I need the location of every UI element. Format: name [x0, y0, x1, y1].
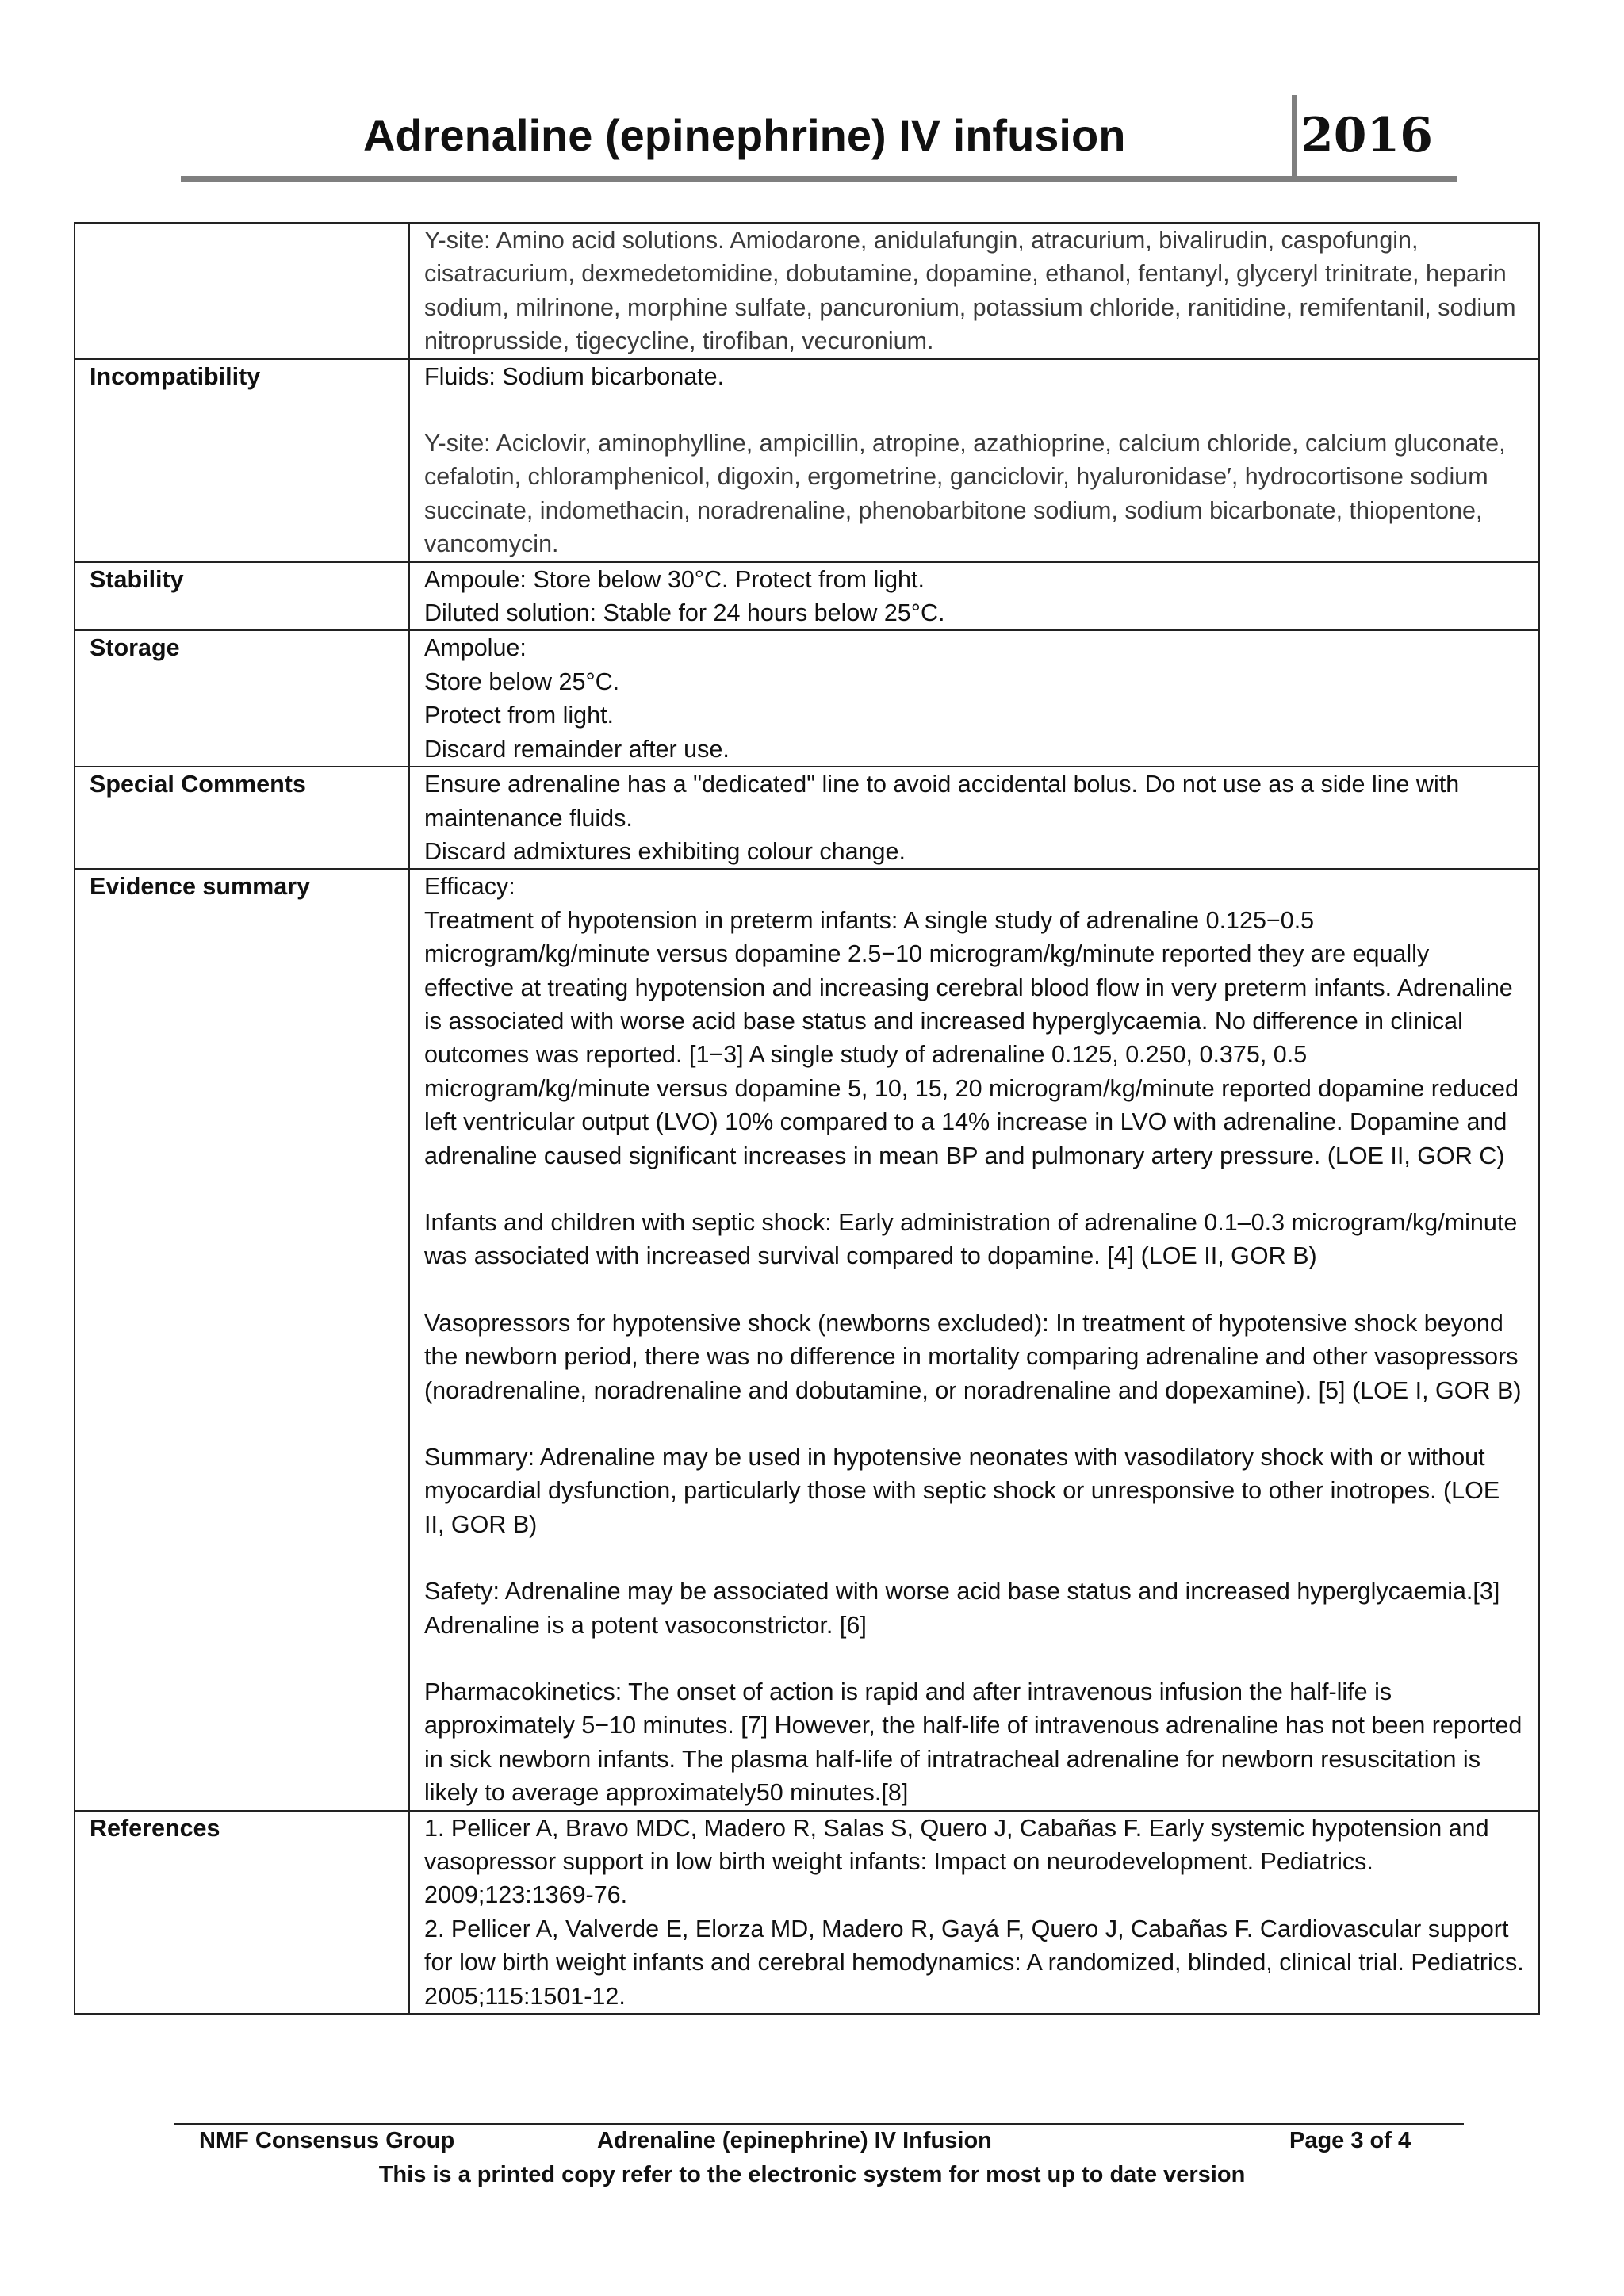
footer-note: This is a printed copy refer to the electronic system for most up to date version	[378, 2162, 1246, 2187]
row-content	[409, 630, 1539, 767]
document-title: Adrenaline (epinephrine) IV infusion	[363, 110, 1126, 160]
line: Discard admixtures exhibiting colour change.	[424, 837, 906, 865]
row-content	[409, 869, 1539, 1810]
row-label: Storage	[75, 630, 409, 767]
header-divider	[1292, 95, 1297, 181]
row-content	[409, 767, 1539, 869]
table-row-incompatibility	[75, 359, 1539, 562]
row-content	[409, 359, 1539, 562]
line: Store below 25°C.	[424, 668, 620, 695]
row-label: Incompatibility	[75, 359, 409, 562]
line: Ampolue:	[424, 634, 527, 662]
table-row-y-site-compatible	[75, 223, 1539, 359]
table-row-stability	[75, 562, 1539, 631]
line: Ampoule: Store below 30°C. Protect from light.	[424, 565, 925, 593]
row-label: References	[75, 1811, 409, 2014]
table-row-storage	[75, 630, 1539, 767]
row-label: Evidence summary	[75, 869, 409, 1810]
row-label: Special Comments	[75, 767, 409, 869]
line: Ensure adrenaline has a "dedicated" line to avoid accidental bolus. Do not use as a side line with maintenance fluids.	[424, 771, 1466, 832]
reference-item: 2. Pellicer A, Valverde E, Elorza MD, Madero R, Gayá F, Quero J, Cabañas F. Cardiovascular support for low birth weight infants and cerebral hemodynamics: A randomized, blinded, clinical trial. Pediatrics. 2005;115:1501-12.	[424, 1915, 1531, 2010]
row-content	[409, 1811, 1539, 2014]
paragraph: Infants and children with septic shock: Early administration of adrenaline 0.1–0.3 microgram/kg/minute was associated with increased survival compared to dopamine. [4] (LOE II, GOR B)	[424, 1208, 1524, 1270]
paragraph: Pharmacokinetics: The onset of action is rapid and after intravenous infusion the half-life is approximately 5−10 minutes. [7] However, the half-life of intravenous adrenaline has not been reported in sick newborn infants. The plasma half-life of intratracheal adrenaline for newborn resuscitation is likely to average approximately50 minutes.[8]	[424, 1678, 1529, 1807]
row-label: Stability	[75, 562, 409, 631]
footer-rule	[174, 2123, 1464, 2125]
footer-group: NMF Consensus Group	[199, 2128, 455, 2153]
line: Protect from light.	[424, 702, 614, 729]
row-content	[409, 562, 1539, 631]
paragraph: Vasopressors for hypotensive shock (newborns excluded): In treatment of hypotensive shock beyond the newborn period, there was no difference in mortality comparing adrenaline and other vasopressors (noradrenaline, noradrenaline and dobutamine, or noradrenaline and dopexamine). [5] (LOE I, GOR B)	[424, 1309, 1525, 1404]
line: Discard remainder after use.	[424, 735, 730, 763]
monograph-table	[74, 222, 1540, 2015]
footer-page-number: Page 3 of 4	[1289, 2128, 1411, 2153]
line: Diluted solution: Stable for 24 hours below 25°C.	[424, 599, 945, 627]
table-row-special-comments	[75, 767, 1539, 869]
footer-title: Adrenaline (epinephrine) IV Infusion	[597, 2128, 992, 2153]
header-rule	[181, 176, 1457, 182]
table-row-references	[75, 1811, 1539, 2014]
paragraph: Fluids: Sodium bicarbonate.	[424, 362, 725, 390]
paragraph: Y-site: Amino acid solutions. Amiodarone, anidulafungin, atracurium, bivalirudin, caspofungin, cisatracurium, dexmedetomidine, dobutamine, dopamine, ethanol, fentanyl, glyceryl trinitrate, heparin sodium, milrinone, morphine sulfate, pancuronium, potassium chloride, ranitidine, remifentanil, sodium nitroprusside, tigecycline, tirofiban, vecuronium.	[424, 227, 1523, 355]
paragraph: Summary: Adrenaline may be used in hypotensive neonates with vasodilatory shock with or without myocardial dysfunction, particularly those with septic shock or unresponsive to other inotropes. (LOE II, GOR B)	[424, 1444, 1507, 1538]
paragraph: Safety: Adrenaline may be associated with worse acid base status and increased hyperglycaemia.[3] Adrenaline is a potent vasoconstrictor. [6]	[424, 1578, 1506, 1639]
document-year: 2016	[1300, 108, 1433, 163]
reference-item: 1. Pellicer A, Bravo MDC, Madero R, Salas S, Quero J, Cabañas F. Early systemic hypotension and vasopressor support in low birth weight infants: Impact on neurodevelopment. Pediatrics. 2009;123:1369-76.	[424, 1814, 1496, 1909]
paragraph: Y-site: Aciclovir, aminophylline, ampicillin, atropine, azathioprine, calcium chloride, calcium gluconate, cefalotin, chloramphenicol, digoxin, ergometrine, ganciclovir, hyaluronidase′, hydrocortisone sodium succinate, indomethacin, noradrenaline, phenobarbitone sodium, sodium bicarbonate, thiopentone, vancomycin.	[424, 430, 1513, 558]
row-content	[409, 223, 1539, 359]
paragraph: Efficacy: Treatment of hypotension in preterm infants: A single study of adrenaline 0.125−0.5 microgram/kg/minute versus dopamine 2.5−10 microgram/kg/minute reported they are equally effective at treating hypotension and increasing cerebral blood flow in very preterm infants. Adrenaline is associated with worse acid base status and increased hyperglycaemia. No difference in clinical outcomes was reported. [1−3] A single study of adrenaline 0.125, 0.250, 0.375, 0.5 microgram/kg/minute versus dopamine 5, 10, 15, 20 microgram/kg/minute reported dopamine reduced left ventricular output (LVO) 10% compared to a 14% increase in LVO with adrenaline. Dopamine and adrenaline caused significant increases in mean BP and pulmonary artery pressure. (LOE II, GOR C)	[424, 873, 1519, 1169]
row-label	[75, 223, 409, 359]
table-row-evidence-summary	[75, 869, 1539, 1810]
page-header	[181, 95, 1457, 181]
